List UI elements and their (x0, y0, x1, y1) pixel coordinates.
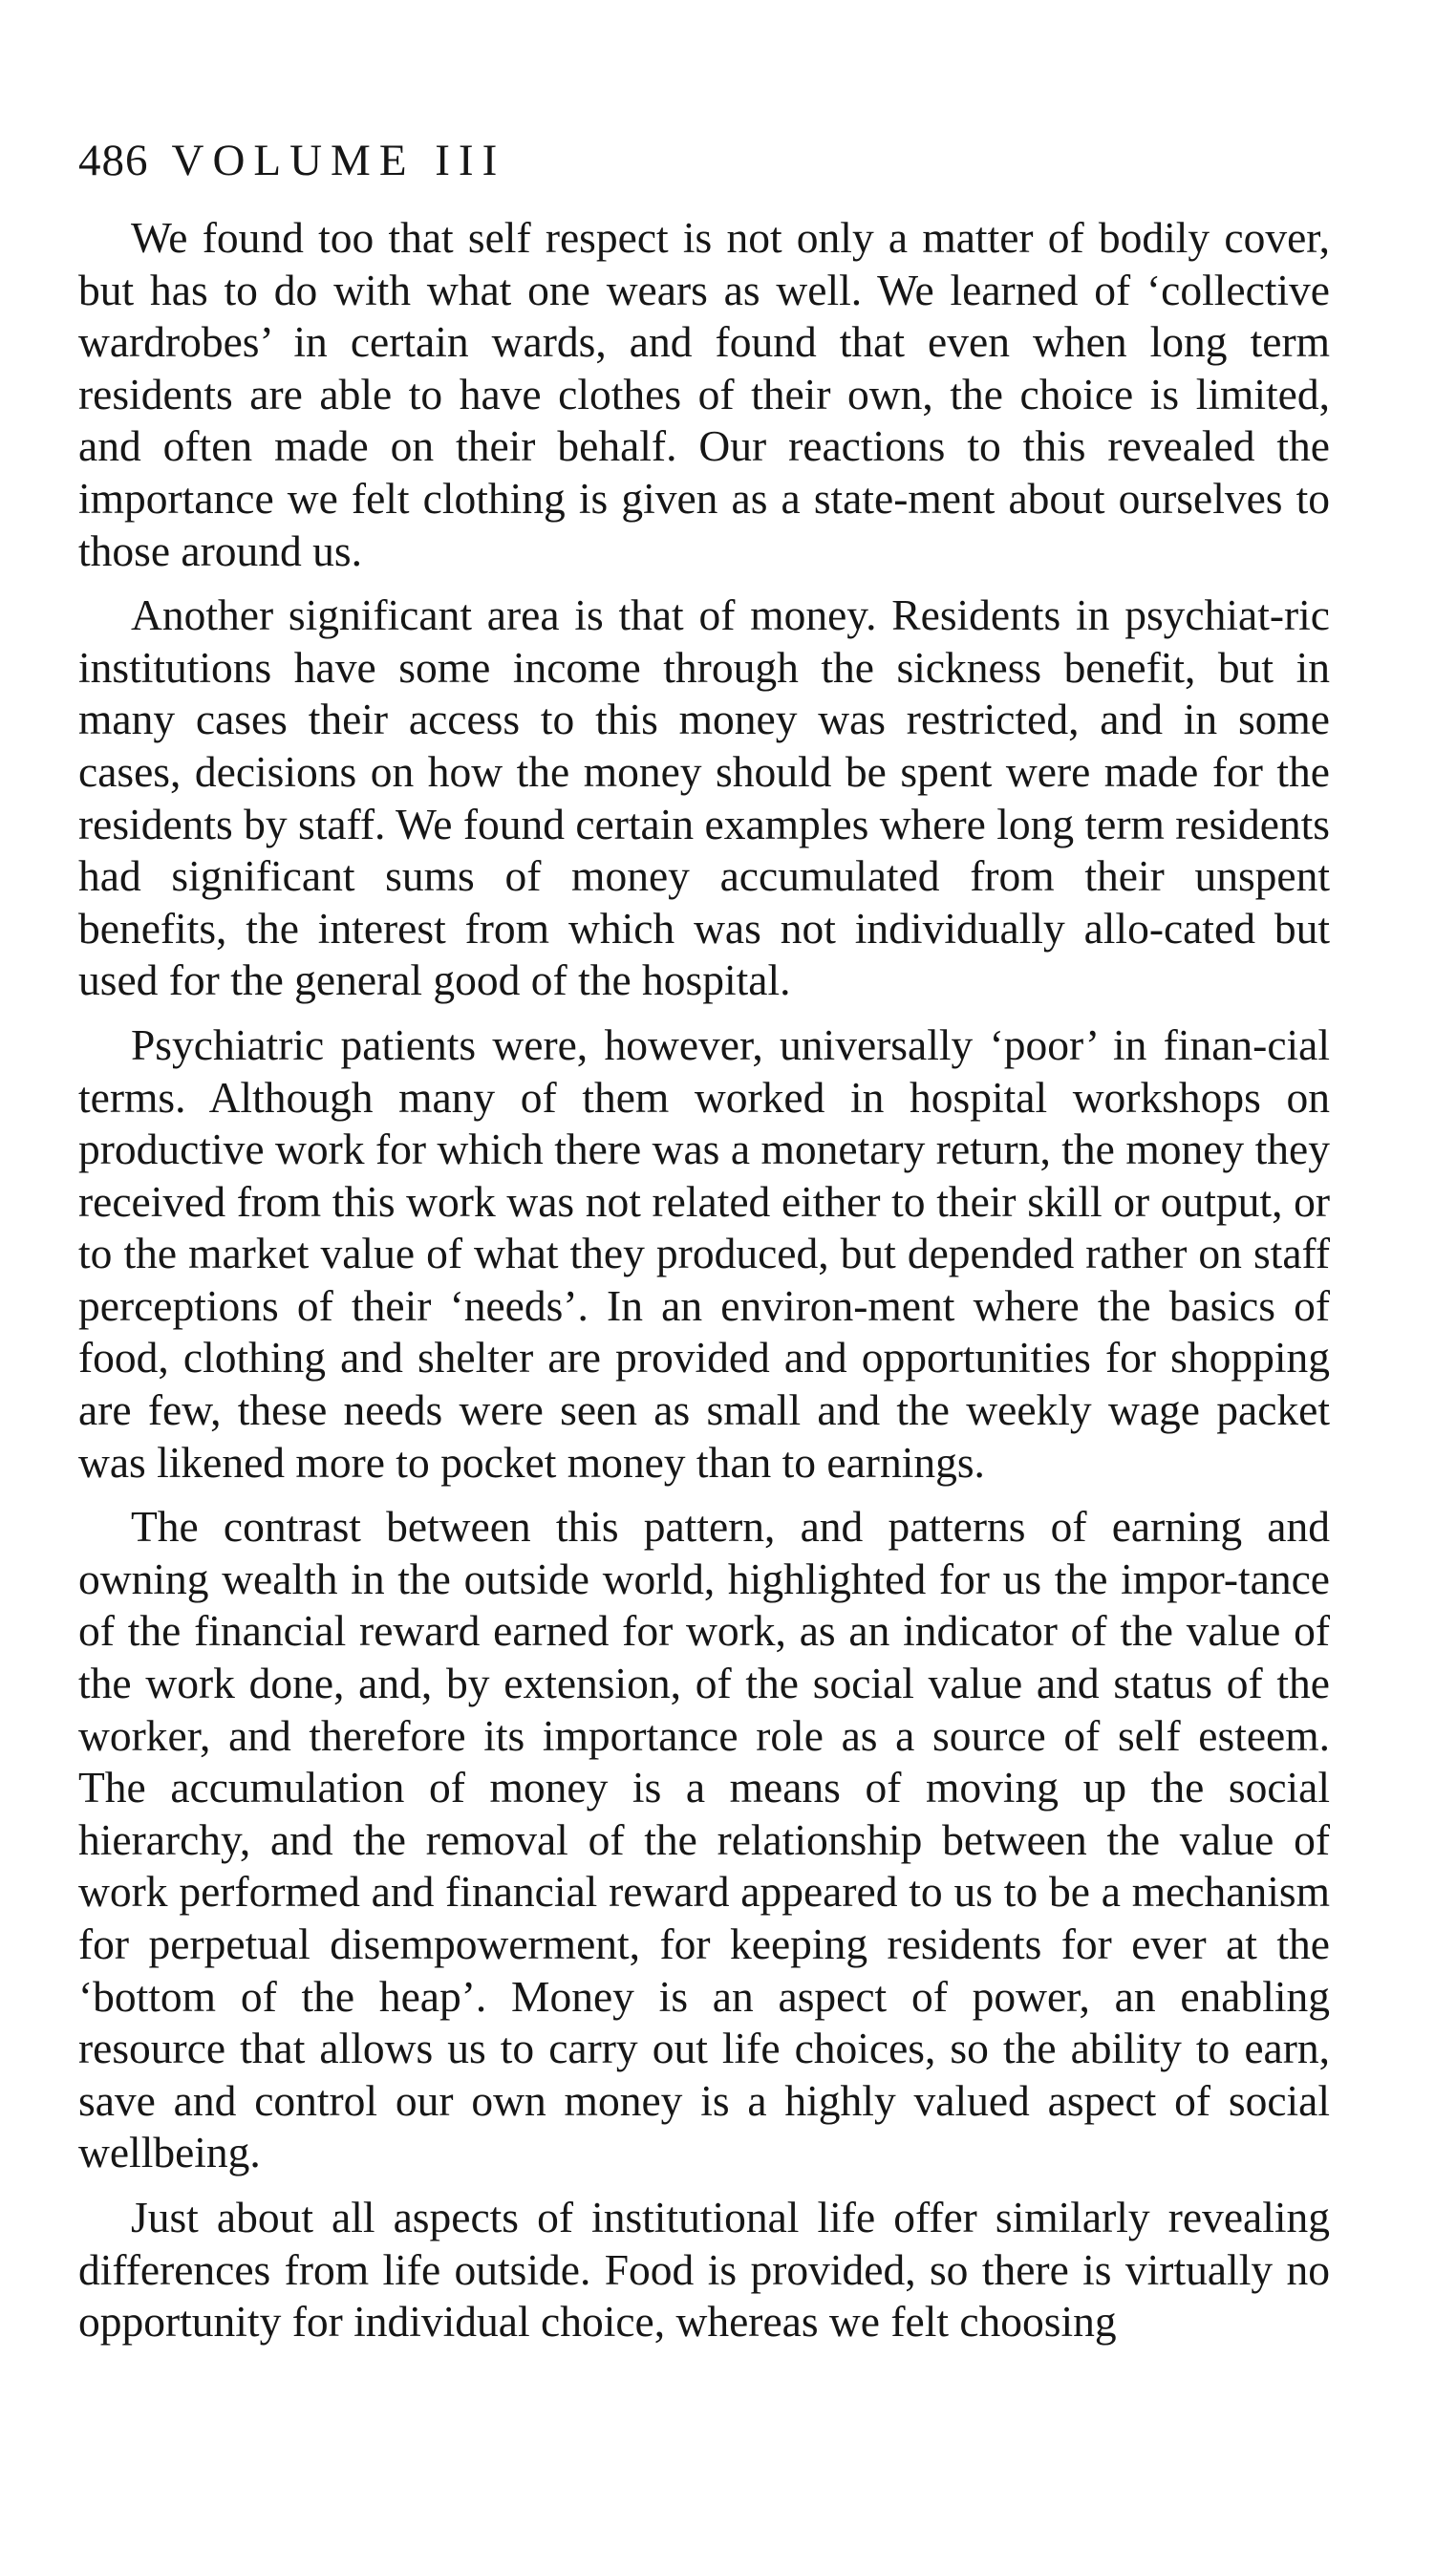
paragraph-money-access: Another significant area is that of money. Residents in psychiat-ric institutions have some income through the sickness benefit, but in many cases their access to this money was restricted, and in some cases, decisions on how the money should be spent were made for the residents by staff. We found certain examples where long term residents had significant sums of money accumulated from their unspent benefits, the interest from which was not individually allo-cated but used for the general good of the hospital. (78, 590, 1330, 1005)
paragraph-clothing: We found too that self respect is not only a matter of bodily cover, but has to do with what one wears as well. We learned of ‘collective wardrobes’ in certain wards, and found that even when long term residents are able to have clothes of their own, the choice is limited, and often made on their behalf. Our reactions to this revealed the importance we felt clothing is given as a state-ment about ourselves to those around us. (78, 213, 1330, 575)
page-number: 486 (78, 136, 149, 185)
paragraph-poverty: Psychiatric patients were, however, universally ‘poor’ in finan-cial terms. Although many of them worked in hospital workshops on productive work for which there was a monetary return, the money they received from this work was not related either to their skill or output, or to the market value of what they produced, but depended rather on staff perceptions of their ‘needs’. In an environ-ment where the basics of food, clothing and shelter are provided and opportunities for shopping are few, these needs were seen as small and the weekly wage packet was likened more to pocket money than to earnings. (78, 1019, 1330, 1487)
running-head (78, 134, 1330, 187)
volume-label: VOLUME III (171, 136, 506, 185)
book-page (78, 134, 1330, 2361)
paragraph-institutional-life: Just about all aspects of institutional life offer similarly revealing differences from life outside. Food is provided, so there is virtually no opportunity for individual choice, whereas we felt choosing (78, 2192, 1330, 2347)
paragraph-financial-reward: The contrast between this pattern, and patterns of earning and owning wealth in the outside world, highlighted for us the impor-tance of the financial reward earned for work, as an indicator of the value of the work done, and, by extension, of the social value and status of the worker, and therefore its importance role as a source of self esteem. The accumulation of money is a means of moving up the social hierarchy, and the removal of the relationship between the value of work performed and financial reward appeared to us to be a mechanism for perpetual disempowerment, for keeping residents for ever at the ‘bottom of the heap’. Money is an aspect of power, an enabling resource that allows us to carry out life choices, so the ability to earn, save and control our own money is a highly valued aspect of social wellbeing. (78, 1502, 1330, 2177)
